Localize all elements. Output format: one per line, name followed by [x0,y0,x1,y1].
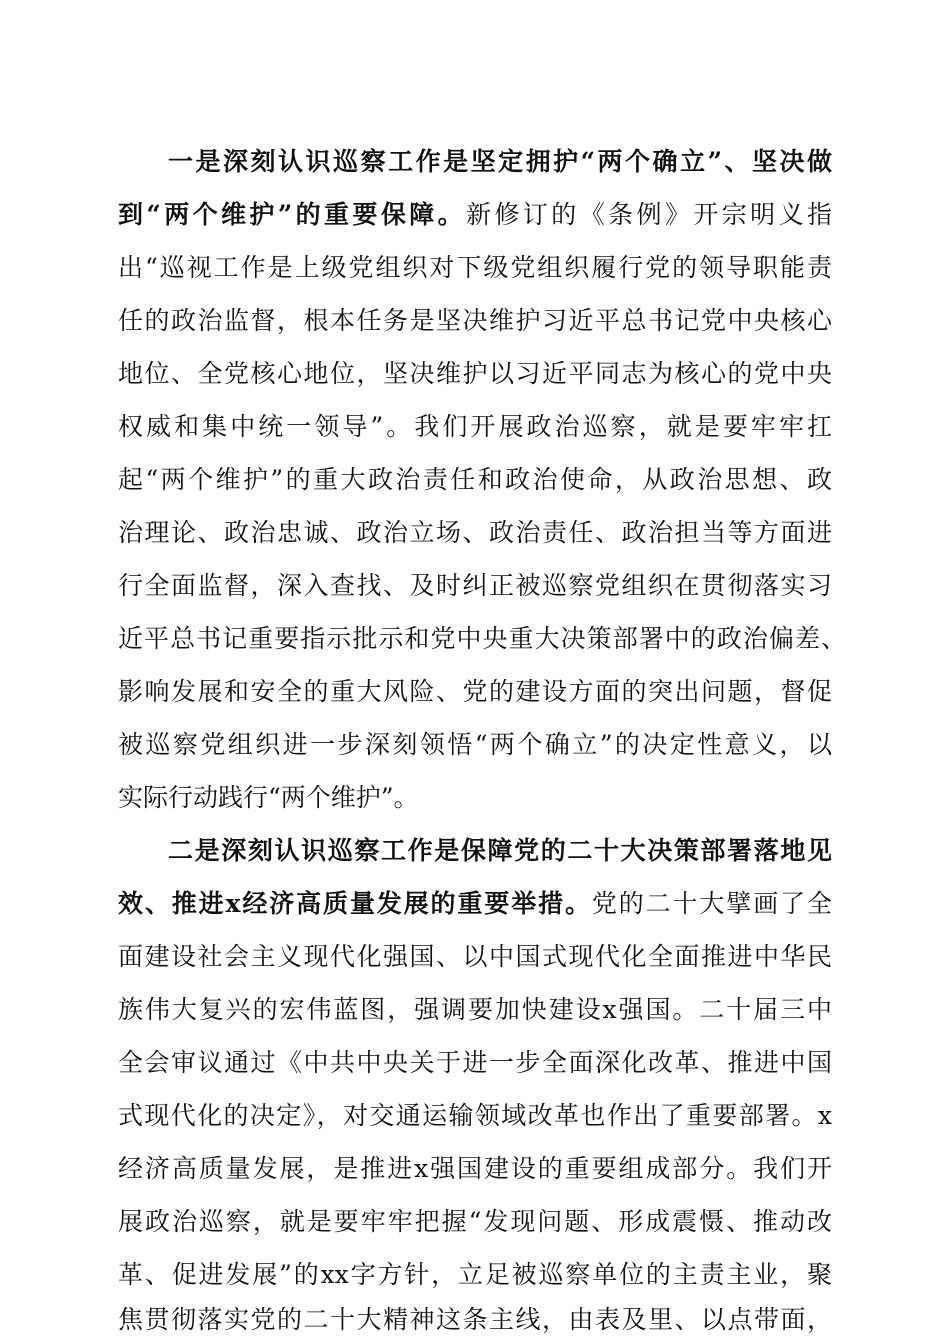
line-segment: 族伟大复兴的宏伟蓝图，强调要加快建设x强国。二十届三中 [118,995,832,1024]
line-segment: 经济高质量发展，是推进x强国建设的重要组成部分。我们开 [118,1154,832,1183]
paragraph-2-line-10 [118,1300,832,1340]
line-segment: 面建设社会主义现代化强国、以中国式现代化全面推进中华民 [118,942,832,971]
line-segment: 治理论、政治忠诚、政治立场、政治责任、政治担当等方面进 [118,518,832,547]
paragraph-1-line-12 [118,725,832,765]
paragraph-2-line-1 [168,831,832,871]
paragraph-2-line-5 [118,1043,832,1083]
line-segment: 效、推进x经济高质量发展的重要举措。 [118,889,592,918]
line-segment: 权威和集中统一领导”。我们开展政治巡察，就是要牢牢扛 [118,412,832,441]
paragraph-2-line-7 [118,1149,832,1189]
line-segment: 地位、全党核心地位，坚决维护以习近平同志为核心的党中央 [118,359,832,388]
line-segment: 起“两个维护”的重大政治责任和政治使命，从政治思想、政 [118,465,832,494]
line-segment: 影响发展和安全的重大风险、党的建设方面的突出问题，督促 [118,677,832,706]
line-segment: 式现代化的决定》，对交通运输领域改革也作出了重要部署。x [118,1101,832,1130]
line-segment: 被巡察党组织进一步深刻领悟“两个确立”的决定性意义，以 [118,730,832,759]
paragraph-1-line-13 [118,778,832,818]
line-segment: 实际行动践行“两个维护”。 [118,783,419,812]
line-segment: 展政治巡察，就是要牢牢把握“发现问题、形成震慑、推动改 [118,1207,832,1236]
line-segment: 任的政治监督，根本任务是坚决维护习近平总书记党中央核心 [118,306,832,335]
paragraph-2-line-8 [118,1202,832,1242]
paragraph-1-line-9 [118,566,832,606]
line-segment: 一是深刻认识巡察工作是坚定拥护“两个确立”、坚决做 [168,147,832,176]
line-segment: 焦贯彻落实党的二十大精神这条主线，由表及里、以点带面， [118,1305,832,1334]
paragraph-2-line-6 [118,1096,832,1136]
paragraph-1-line-5 [118,354,832,394]
paragraph-2-line-4 [118,990,832,1030]
line-segment: 近平总书记重要指示批示和党中央重大决策部署中的政治偏差、 [118,624,846,653]
line-segment: 党的二十大擘画了全 [591,889,832,918]
paragraph-2-line-3 [118,937,832,977]
paragraph-1-line-11 [118,672,832,712]
paragraph-1-line-7 [118,460,832,500]
paragraph-2-line-2 [118,884,832,924]
paragraph-1-line-10 [118,619,846,659]
paragraph-1-line-2 [118,195,832,235]
line-segment: 到“两个维护”的重要保障。 [118,200,467,229]
paragraph-1-line-1 [168,142,832,182]
paragraph-2-line-9 [118,1255,832,1295]
line-segment: 行全面监督，深入查找、及时纠正被巡察党组织在贯彻落实习 [118,571,832,600]
paragraph-1-line-4 [118,301,832,341]
line-segment: 出“巡视工作是上级党组织对下级党组织履行党的领导职能责 [118,253,832,282]
paragraph-1-line-8 [118,513,832,553]
paragraph-1-line-3 [118,248,832,288]
paragraph-1-line-6 [118,407,832,447]
line-segment: 二是深刻认识巡察工作是保障党的二十大决策部署落地见 [168,836,832,865]
line-segment: 新修订的《条例》开宗明义指 [466,200,832,229]
line-segment: 革、促进发展”的xx字方针，立足被巡察单位的主责主业，聚 [118,1260,832,1289]
line-segment: 全会审议通过《中共中央关于进一步全面深化改革、推进中国 [118,1048,832,1077]
